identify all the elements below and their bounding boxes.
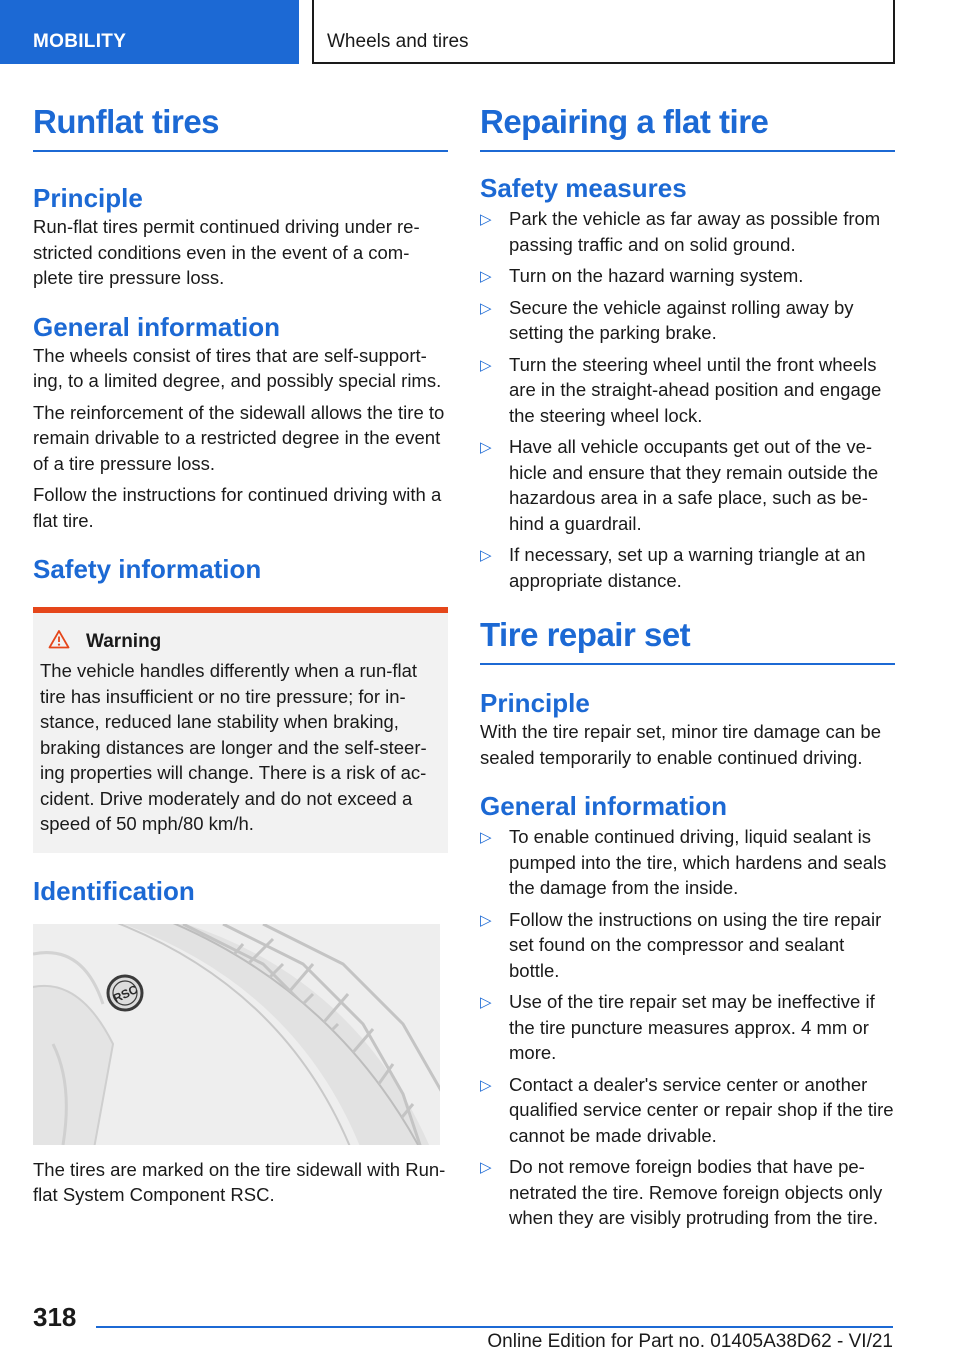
- rsc-logo-icon: [108, 976, 142, 1010]
- tire-repair-set-heading: Tire repair set: [480, 615, 895, 665]
- svg-text:RSC: RSC: [110, 981, 140, 1006]
- page-number: 318: [33, 1302, 77, 1332]
- list-item: ▷ If necessary, set up a warning triangle at an appropriate distance.: [480, 544, 866, 591]
- header-section-label: MOBILITY: [33, 31, 127, 52]
- list-item: ▷ Have all vehicle occupants get out of the ve-hicle and ensure that they remain outside the hazardous area in a safe place, such as be-hind a guardrail.: [480, 436, 879, 534]
- header-section-tab: [0, 0, 299, 64]
- general-info-p1: The wheels consist of tires that are self-support-ing, to a limited degree, and possibly special rims.: [33, 344, 442, 391]
- header-title-box: [312, 0, 895, 64]
- triangle-right-icon: ▷: [480, 1159, 492, 1176]
- warning-header: [40, 629, 441, 654]
- warning-text: The vehicle handles differently when a run-flat tire has insufficient or no tire pressure; for in-stance, reduced lane stability when braking, braking distances are longer and the self-steer-ing properties will change. There is a risk of ac-cident. Drive moderately and do not exceed a speed of 50 mph/80 km/h.: [40, 660, 427, 834]
- safety-measures-list: [480, 206, 895, 593]
- identification-caption: The tires are marked on the tire sidewall with Run-flat System Component RSC.: [33, 1158, 446, 1205]
- header-title: Wheels and tires: [327, 31, 469, 52]
- rsc-tire-image: [33, 924, 440, 1145]
- warning-title: Warning: [86, 630, 162, 652]
- safety-info-heading: Safety information: [33, 554, 262, 584]
- set-principle-text: With the tire repair set, minor tire damage can be sealed temporarily to enable continued driving.: [480, 721, 882, 768]
- footer-divider: [96, 1326, 893, 1328]
- right-column: [480, 102, 895, 1237]
- triangle-right-icon: ▷: [480, 211, 492, 228]
- general-info-p3: Follow the instructions for continued driving with a flat tire.: [33, 484, 442, 531]
- triangle-right-icon: ▷: [480, 299, 492, 317]
- triangle-right-icon: ▷: [480, 439, 492, 456]
- identification-heading: Identification: [33, 875, 195, 906]
- list-item: ▷ Do not remove foreign bodies that have pe-netrated the tire. Remove foreign objects only when they are visibly protruding from the tire.: [480, 1156, 883, 1228]
- triangle-right-icon: ▷: [480, 1076, 492, 1094]
- warning-triangle-icon: [48, 629, 70, 654]
- repair-heading: Repairing a flat tire: [480, 102, 895, 152]
- list-item: ▷ Turn the steering wheel until the front wheels are in the straight-ahead position and engage the steering wheel lock.: [480, 353, 882, 426]
- list-item: ▷ Secure the vehicle against rolling away by setting the parking brake.: [480, 296, 854, 343]
- principle-text: Run-flat tires permit continued driving under re-stricted conditions even in the event of a com-plete tire pressure loss.: [33, 216, 420, 288]
- list-item: ▷ Contact a dealer's service center or another qualified service center or repair shop if the tire cannot be made drivable.: [480, 1073, 894, 1146]
- triangle-right-icon: ▷: [480, 356, 492, 374]
- general-info-p2: The reinforcement of the sidewall allows the tire to remain drivable to a restricted degree in the event of a tire pressure loss.: [33, 401, 445, 474]
- list-item: ▷ Turn on the hazard warning system.: [480, 263, 895, 289]
- principle-heading: Principle: [33, 183, 143, 213]
- set-principle-heading: Principle: [480, 688, 590, 718]
- triangle-right-icon: ▷: [480, 911, 492, 929]
- triangle-right-icon: ▷: [480, 994, 492, 1011]
- triangle-right-icon: ▷: [480, 547, 492, 564]
- list-item: ▷ Use of the tire repair set may be ineffective if the tire puncture measures approx. 4 mm or more.: [480, 991, 875, 1063]
- left-column: [33, 102, 448, 1208]
- list-item: ▷ To enable continued driving, liquid sealant is pumped into the tire, which hardens and seals the damage from the inside.: [480, 826, 887, 898]
- list-item: ▷ Park the vehicle as far away as possible from passing traffic and on solid ground.: [480, 208, 881, 255]
- triangle-right-icon: ▷: [480, 829, 492, 846]
- set-general-info-list: [480, 824, 895, 1231]
- safety-measures-heading: Safety measures: [480, 173, 687, 203]
- general-info-heading: General information: [33, 311, 281, 342]
- warning-box: [33, 607, 448, 853]
- runflat-heading: Runflat tires: [33, 102, 448, 152]
- footer-edition: Online Edition for Part no. 01405A38D62 - VI/21: [487, 1331, 893, 1352]
- triangle-right-icon: ▷: [480, 268, 492, 285]
- list-item: ▷ Follow the instructions on using the tire repair set found on the compressor and sealant bottle.: [480, 908, 882, 981]
- set-general-info-heading: General information: [480, 791, 728, 821]
